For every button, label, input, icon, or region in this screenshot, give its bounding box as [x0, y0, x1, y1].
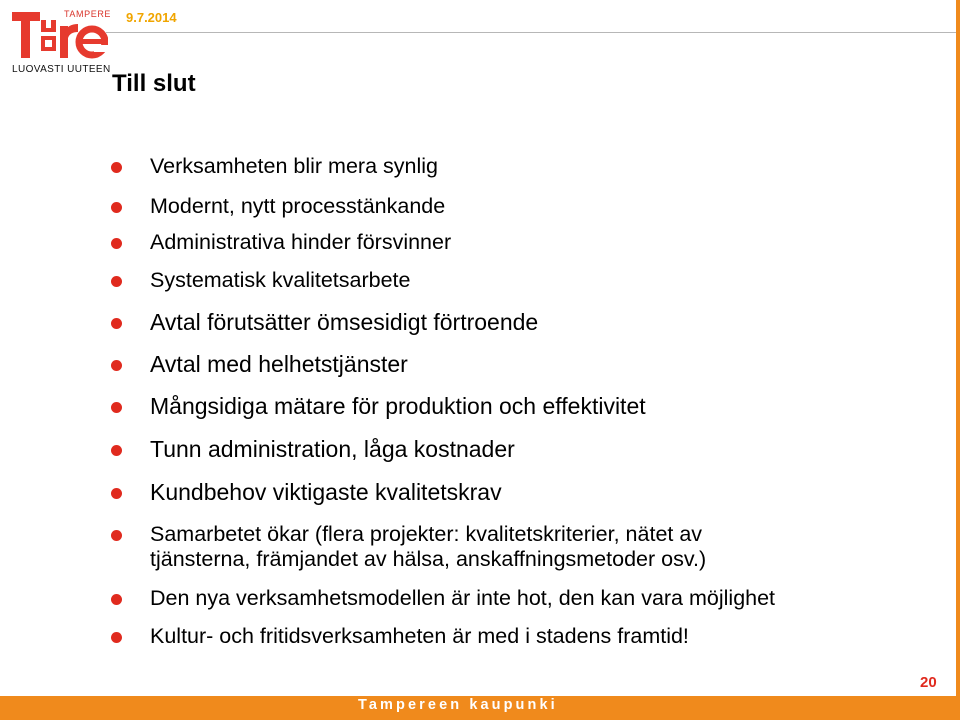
bullet-dot-icon: [111, 238, 122, 249]
right-accent-bar: [956, 0, 960, 720]
bullet-dot-icon: [111, 402, 122, 413]
slide-title: Till slut: [112, 70, 196, 97]
header-divider: [106, 32, 960, 33]
bullet-text: Kundbehov viktigaste kvalitetskrav: [150, 479, 502, 505]
bullet-item: [108, 624, 689, 649]
bullet-text: Verksamheten blir mera synlig: [150, 154, 438, 178]
bullet-text: Kultur- och fritidsverksamheten är med i stadens framtid!: [150, 624, 689, 648]
slide-date: 9.7.2014: [126, 10, 177, 25]
bullet-text-continuation: tjänsterna, främjandet av hälsa, anskaffningsmetoder osv.): [150, 547, 707, 571]
bullet-dot-icon: [111, 276, 122, 287]
bullet-item: [108, 522, 706, 572]
bullet-item: [108, 310, 538, 335]
bullet-text: Administrativa hinder försvinner: [150, 230, 452, 254]
bullet-item: [108, 437, 515, 462]
bullet-text: Avtal med helhetstjänster: [150, 351, 408, 377]
bullet-item: [108, 352, 408, 377]
bullet-dot-icon: [111, 488, 122, 499]
bullet-dot-icon: [111, 445, 122, 456]
bullet-text: Den nya verksamhetsmodellen är inte hot, den kan vara möjlighet: [150, 586, 776, 610]
bullet-dot-icon: [111, 360, 122, 371]
bullet-item: [108, 586, 775, 611]
bullet-item: [108, 194, 445, 219]
page-number: 20: [920, 674, 937, 691]
bullet-dot-icon: [111, 530, 122, 541]
bullet-dot-icon: [111, 202, 122, 213]
footer-text: Tampereen kaupunki: [358, 697, 558, 713]
bullet-item: [108, 230, 451, 255]
bullet-text: Modernt, nytt processtänkande: [150, 194, 446, 218]
bullet-text: Avtal förutsätter ömsesidigt förtroende: [150, 309, 539, 335]
bullet-text: Samarbetet ökar (flera projekter: kvalitetskriterier, nätet av: [150, 522, 703, 546]
bullet-dot-icon: [111, 318, 122, 329]
bullet-item: [108, 480, 502, 505]
bullet-text: Mångsidiga mätare för produktion och effektivitet: [150, 393, 646, 419]
logo-top-text: TAMPERE: [64, 9, 112, 19]
bullet-text: Systematisk kvalitetsarbete: [150, 268, 411, 292]
bullet-item: [108, 268, 411, 293]
bullet-item: [108, 394, 646, 419]
bullet-item: [108, 154, 438, 179]
bullet-dot-icon: [111, 162, 122, 173]
tampere-logo: [8, 6, 112, 82]
logo-caption: LUOVASTI UUTEEN: [12, 64, 111, 75]
bullet-dot-icon: [111, 594, 122, 605]
bullet-dot-icon: [111, 632, 122, 643]
bullet-text: Tunn administration, låga kostnader: [150, 436, 515, 462]
